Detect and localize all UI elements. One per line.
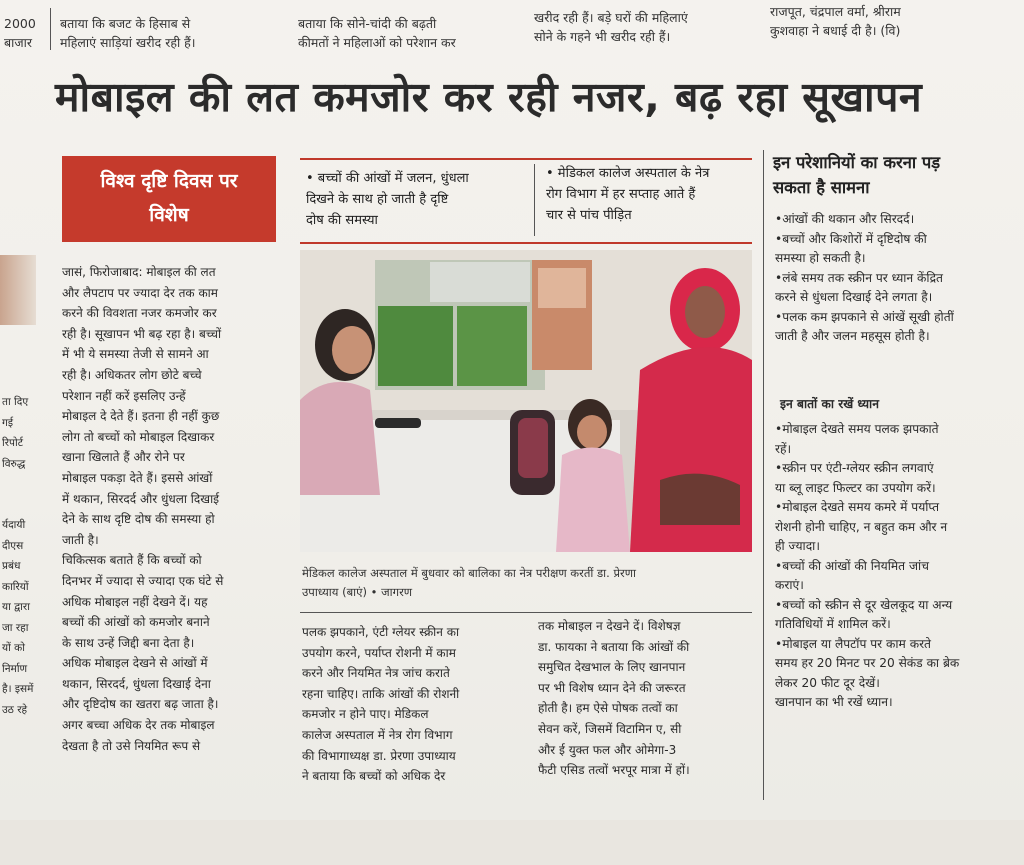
pullquote-divider xyxy=(534,164,535,236)
pullquote-right: • मेडिकल कालेज अस्पताल के नेत्र रोग विभाग में हर सप्ताह आते हैं चार से पांच पीड़ित xyxy=(546,166,710,223)
sidebar-divider xyxy=(763,150,764,800)
pullquote-rule-top xyxy=(300,158,752,160)
top-col3-text: खरीद रही हैं। बड़े घरों की महिलाएं सोने के गहने भी खरीद रही हैं। xyxy=(534,10,688,44)
sidebar-subheading: इन बातों का रखें ध्यान xyxy=(780,397,879,411)
sidebar-list-problems: •आंखों की थकान और सिरदर्द। •बच्चों और किशोरों में दृष्टिदोष की समस्या हो सकती है। •लंबे समय तक स्क्रीन पर ध्यान केंद्रित करने से धुंधला दिखाई देने लगता है। •पलक कम झपकाने से आंखें सूखी होतीं जाती है और जलन महसूस होती है। xyxy=(775,212,954,343)
caption-rule xyxy=(300,612,752,613)
news-photo xyxy=(300,250,752,552)
column-rule xyxy=(50,8,51,50)
top-col4-text: राजपूत, चंद्रपाल वर्मा, श्रीराम कुशवाहा ने बधाई दी है। (वि) xyxy=(770,4,901,38)
top-col2-text: बताया कि सोने-चांदी की बढ़ती कीमतों ने महिलाओं को परेशान कर xyxy=(298,16,456,50)
left-edge-photo xyxy=(0,255,36,325)
pullquote-rule-bottom xyxy=(300,242,752,244)
sidebar-heading: इन परेशानियों का करना पड़ सकता है सामना xyxy=(773,153,941,197)
sidebar-list-tips: •मोबाइल देखते समय पलक झपकाते रहें। •स्क्रीन पर एंटी-ग्लेयर स्क्रीन लगवाएं या ब्लू लाइट फिल्टर का उपयोग करें। •मोबाइल देखते समय कमरे में पर्याप्त रोशनी होनी चाहिए, न बहुत कम और न ही ज्यादा। •बच्चों की आंखों की नियमित जांच कराएं। •बच्चों को स्क्रीन से दूर खेलकूद या अन्य गतिविधियों में शामिल करें। •मोबाइल या लैपटॉप पर काम करते समय हर 20 मिनट पर 20 सेकंड का ब्रेक लेकर 20 फीट दूर देखें। खानपान का भी रखें ध्यान। xyxy=(775,422,960,709)
special-box: विश्व दृष्टि दिवस पर विशेष xyxy=(62,156,276,242)
story-column-1: जासं, फिरोजाबाद: मोबाइल की लत और लैपटाप पर ज्यादा देर तक काम करने की विवशता नजर कमजोर कर रही है। सूखापन भी बढ़ रहा है। बच्चों में भी ये समस्या तेजी से सामने आ रही है। अधिकतर लोग छोटे बच्चे परेशान नहीं करें इसलिए उन्हें मोबाइल दे देते हैं। इतना ही नहीं कुछ लोग तो बच्चों को मोबाइल दिखाकर खाना खिलाते हैं और रोने पर मोबाइल पकड़ा देते हैं। इससे आंखों में थकान, सिरदर्द और धुंधला दिखाई देने के साथ दृष्टि दोष की समस्या हो जाती है। चिकित्सक बताते हैं कि बच्चों को दिनभर में ज्यादा से ज्यादा एक घंटे से अधिक मोबाइल नहीं देखने दें। यह बच्चों की आंखों को कमजोर बनाने के साथ उन्हें जिद्दी बना देता है। अधिक मोबाइल देखने से आंखों में थकान, सिरदर्द, धुंधला दिखाई देना और दृष्टिदोष का खतरा बढ़ जाता है। अगर बच्चा अधिक देर तक मोबाइल देखता है तो उसे नियमित रूप से xyxy=(62,265,224,753)
top-stub-text: 2000 बाजार xyxy=(4,16,36,50)
story-column-3: तक मोबाइल न देखने दें। विशेषज्ञ डा. फायका ने बताया कि आंखों की समुचित देखभाल के लिए खानपान पर भी विशेष ध्यान देने की जरूरत होती है। हम ऐसे पोषक तत्वों का सेवन करें, जिसमें विटामिन ए, सी और ई युक्त फल और ओमेगा-3 फैटी एसिड तत्वों भरपूर मात्रा में हों। xyxy=(538,619,690,778)
headline: मोबाइल की लत कमजोर कर रही नजर, बढ़ रहा सूखापन xyxy=(55,73,923,121)
story-column-2: पलक झपकाने, एंटी ग्लेयर स्क्रीन का उपयोग करने, पर्याप्त रोशनी में काम करने और नियमित नेत्र जांच कराते रहना चाहिए। ताकि आंखों की रोशनी कमजोर न होने पाए। मेडिकल कालेज अस्पताल में नेत्र रोग विभाग की विभागाध्यक्ष डा. प्रेरणा उपाध्याय ने बताया कि बच्चों को अधिक देर xyxy=(302,625,460,784)
pullquote-left: • बच्चों की आंखों में जलन, धुंधला दिखने के साथ हो जाती है दृष्टि दोष की समस्या xyxy=(306,171,469,228)
photo-caption: मेडिकल कालेज अस्पताल में बुधवार को बालिका का नेत्र परीक्षण करतीं डा. प्रेरणा उपाध्याय (बाएं) • जागरण xyxy=(302,566,637,599)
top-col1-text: बताया कि बजट के हिसाब से महिलाएं साड़ियां खरीद रही हैं। xyxy=(60,16,196,50)
left-edge-fragments: ता दिए गई रिपोर्ट विरुद्ध र्यदायी दीएस प्रबंध कारियों या द्वारा जा रहा यों को निर्माण है। इसमें उठ रहे xyxy=(2,396,34,716)
